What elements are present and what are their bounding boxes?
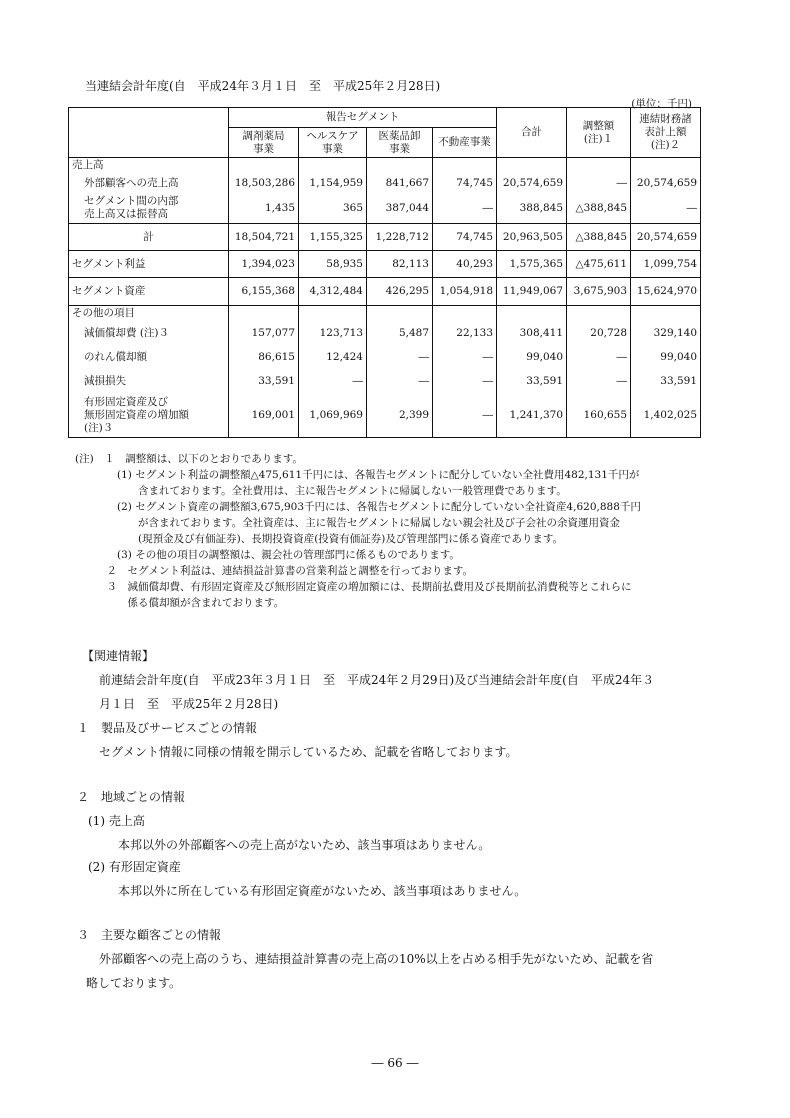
table-cell: 841,667 — [367, 174, 433, 194]
row-label: のれん償却額 — [69, 346, 229, 370]
table-cell: 426,295 — [367, 278, 433, 306]
table-row — [69, 224, 701, 251]
table-cell: 1,241,370 — [497, 394, 567, 438]
table-cell: ― — [567, 346, 631, 370]
table-row — [69, 158, 701, 174]
segment-header-pharmacy: 調剤薬局 事業 — [229, 128, 299, 158]
header-blank — [69, 108, 229, 158]
table-cell: ― — [433, 194, 497, 224]
table-cell: 1,435 — [229, 194, 299, 224]
table-cell: 15,624,970 — [631, 278, 701, 306]
table-row — [69, 322, 701, 346]
table-row — [69, 174, 701, 194]
section2-1-text: 本邦以外の外部顧客への売上高がないため、該当事項はありません。 — [118, 838, 491, 852]
section2-2-title: (2) 有形固定資産 — [88, 860, 181, 874]
table-cell: 12,424 — [299, 346, 367, 370]
row-label: セグメント資産 — [69, 278, 229, 306]
table-notes — [75, 451, 641, 611]
table-cell: 20,574,659 — [497, 174, 567, 194]
table-cell: 74,745 — [433, 174, 497, 194]
segment-table — [68, 107, 701, 438]
section2-title: ２ 地域ごとの情報 — [77, 790, 186, 804]
table-cell: 160,655 — [567, 394, 631, 438]
table-cell: 329,140 — [631, 322, 701, 346]
table-cell: 58,935 — [299, 251, 367, 278]
note-line: (1) セグメント利益の調整額△475,611千円には、各報告セグメントに配分していない全社費用482,131千円が — [75, 469, 640, 481]
segment-header-realestate: 不動産事業 — [433, 128, 497, 158]
table-cell: 1,099,754 — [631, 251, 701, 278]
table-cell: 18,503,286 — [229, 174, 299, 194]
row-label: 減価償却費 (注)３ — [69, 322, 229, 346]
table-cell: 20,574,659 — [631, 174, 701, 194]
table-cell: 20,574,659 — [631, 224, 701, 251]
table-row — [69, 194, 701, 224]
table-row — [69, 251, 701, 278]
section2-1-title: (1) 売上高 — [88, 814, 145, 828]
row-label: その他の項目 — [69, 306, 229, 322]
note-line: (2) セグメント資産の調整額3,675,903千円には、各報告セグメントに配分していない全社資産4,620,888千円 — [75, 501, 641, 513]
table-cell: 1,154,959 — [299, 174, 367, 194]
total-header: 合計 — [497, 108, 567, 158]
table-cell: 2,399 — [367, 394, 433, 438]
row-label: 減損損失 — [69, 370, 229, 394]
table-cell: 18,504,721 — [229, 224, 299, 251]
note-line: ２ セグメント利益は、連結損益計算書の営業利益と調整を行っております。 — [75, 565, 474, 577]
table-cell: 4,312,484 — [299, 278, 367, 306]
table-cell: 6,155,368 — [229, 278, 299, 306]
period-heading: 当連結会計年度(自 平成24年３月１日 至 平成25年２月28日) — [85, 79, 441, 93]
section3-title: ３ 主要な顧客ごとの情報 — [77, 928, 222, 942]
segment-header-healthcare: ヘルスケア 事業 — [299, 128, 367, 158]
table-cell: △388,845 — [567, 194, 631, 224]
table-cell: ― — [299, 370, 367, 394]
related-info-heading: 【関連情報】 — [82, 649, 155, 663]
table-cell: 308,411 — [497, 322, 567, 346]
table-cell: 82,113 — [367, 251, 433, 278]
section3-text-line1: 外部顧客への売上高のうち、連結損益計算書の売上高の10%以上を占める相手先がないため、記載を省 — [99, 952, 654, 966]
page-number: ― 66 ― — [371, 1056, 419, 1070]
note-line: 係る償却額が含まれております。 — [75, 597, 285, 609]
note-line: (3) その他の項目の調整額は、親会社の管理部門に係るものであります。 — [75, 549, 460, 561]
note-line: (注) １ 調整額は、以下のとおりであります。 — [75, 453, 303, 465]
note-line: が含まれております。全社資産は、主に報告セグメントに帰属しない親会社及び子会社の余資運用資金 — [75, 517, 621, 529]
table-cell: ― — [433, 346, 497, 370]
section1-title: １ 製品及びサービスごとの情報 — [77, 721, 258, 735]
table-row — [69, 394, 701, 438]
row-label: セグメント間の内部 売上高又は振替高 — [69, 194, 229, 224]
table-cell: 1,394,023 — [229, 251, 299, 278]
segment-header-wholesale: 医薬品卸 事業 — [367, 128, 433, 158]
table-cell: 33,591 — [631, 370, 701, 394]
row-label: セグメント利益 — [69, 251, 229, 278]
adjustment-header: 調整額 (注)１ — [567, 108, 631, 158]
table-cell: 20,963,505 — [497, 224, 567, 251]
table-row — [69, 370, 701, 394]
table-cell: △475,611 — [567, 251, 631, 278]
note-line: 含まれております。全社費用は、主に報告セグメントに帰属しない一般管理費であります。 — [75, 485, 567, 497]
related-period-line2: 月１日 至 平成25年２月28日) — [99, 697, 279, 711]
note-line: ３ 減価償却費、有形固定資産及び無形固定資産の増加額には、長期前払費用及び長期前払消費税等とこれらに — [75, 581, 632, 593]
table-cell: 1,402,025 — [631, 394, 701, 438]
table-cell: 33,591 — [497, 370, 567, 394]
table-cell: 3,675,903 — [567, 278, 631, 306]
table-cell: 1,575,365 — [497, 251, 567, 278]
table-cell: 387,044 — [367, 194, 433, 224]
reporting-segments-header: 報告セグメント — [229, 108, 497, 128]
row-label: 計 — [69, 224, 229, 251]
section1-text: セグメント情報に同様の情報を開示しているため、記載を省略しております。 — [99, 745, 518, 759]
table-cell: ― — [433, 394, 497, 438]
table-cell: 74,745 — [433, 224, 497, 251]
table-row — [69, 346, 701, 370]
table-cell: ― — [433, 370, 497, 394]
table-cell: 40,293 — [433, 251, 497, 278]
table-cell: 5,487 — [367, 322, 433, 346]
table-cell: 365 — [299, 194, 367, 224]
table-cell: ― — [367, 346, 433, 370]
section3-text-line2: 略しております。 — [86, 976, 182, 990]
consolidated-header: 連結財務諸 表計上額 (注)２ — [631, 108, 701, 158]
table-row — [69, 306, 701, 322]
table-cell: 388,845 — [497, 194, 567, 224]
table-cell: 1,054,918 — [433, 278, 497, 306]
related-period-line1: 前連結会計年度(自 平成23年３月１日 至 平成24年２月29日)及び当連結会計年度(自 平成24年３ — [99, 673, 655, 687]
table-cell: 11,949,067 — [497, 278, 567, 306]
table-cell: 157,077 — [229, 322, 299, 346]
table-cell: △388,845 — [567, 224, 631, 251]
table-cell: 86,615 — [229, 346, 299, 370]
row-label: 有形固定資産及び 無形固定資産の増加額 (注)３ — [69, 394, 229, 438]
unit-note: (単位：千円) — [631, 98, 692, 110]
table-cell: ― — [631, 194, 701, 224]
table-row — [69, 278, 701, 306]
row-label: 外部顧客への売上高 — [69, 174, 229, 194]
table-cell: 169,001 — [229, 394, 299, 438]
table-cell: 22,133 — [433, 322, 497, 346]
table-cell: ― — [367, 370, 433, 394]
note-line: (現預金及び有価証券)、長期投資資産(投資有価証券)及び管理部門に係る資産であります。 — [75, 533, 564, 545]
row-label: 売上高 — [69, 158, 229, 174]
table-cell: 1,228,712 — [367, 224, 433, 251]
table-cell: ― — [567, 174, 631, 194]
table-cell: 123,713 — [299, 322, 367, 346]
table-cell: 1,155,325 — [299, 224, 367, 251]
table-cell: ― — [567, 370, 631, 394]
table-cell: 20,728 — [567, 322, 631, 346]
table-cell: 33,591 — [229, 370, 299, 394]
table-cell: 99,040 — [497, 346, 567, 370]
table-cell: 99,040 — [631, 346, 701, 370]
table-cell: 1,069,969 — [299, 394, 367, 438]
section2-2-text: 本邦以外に所在している有形固定資産がないため、該当事項はありません。 — [118, 884, 527, 898]
